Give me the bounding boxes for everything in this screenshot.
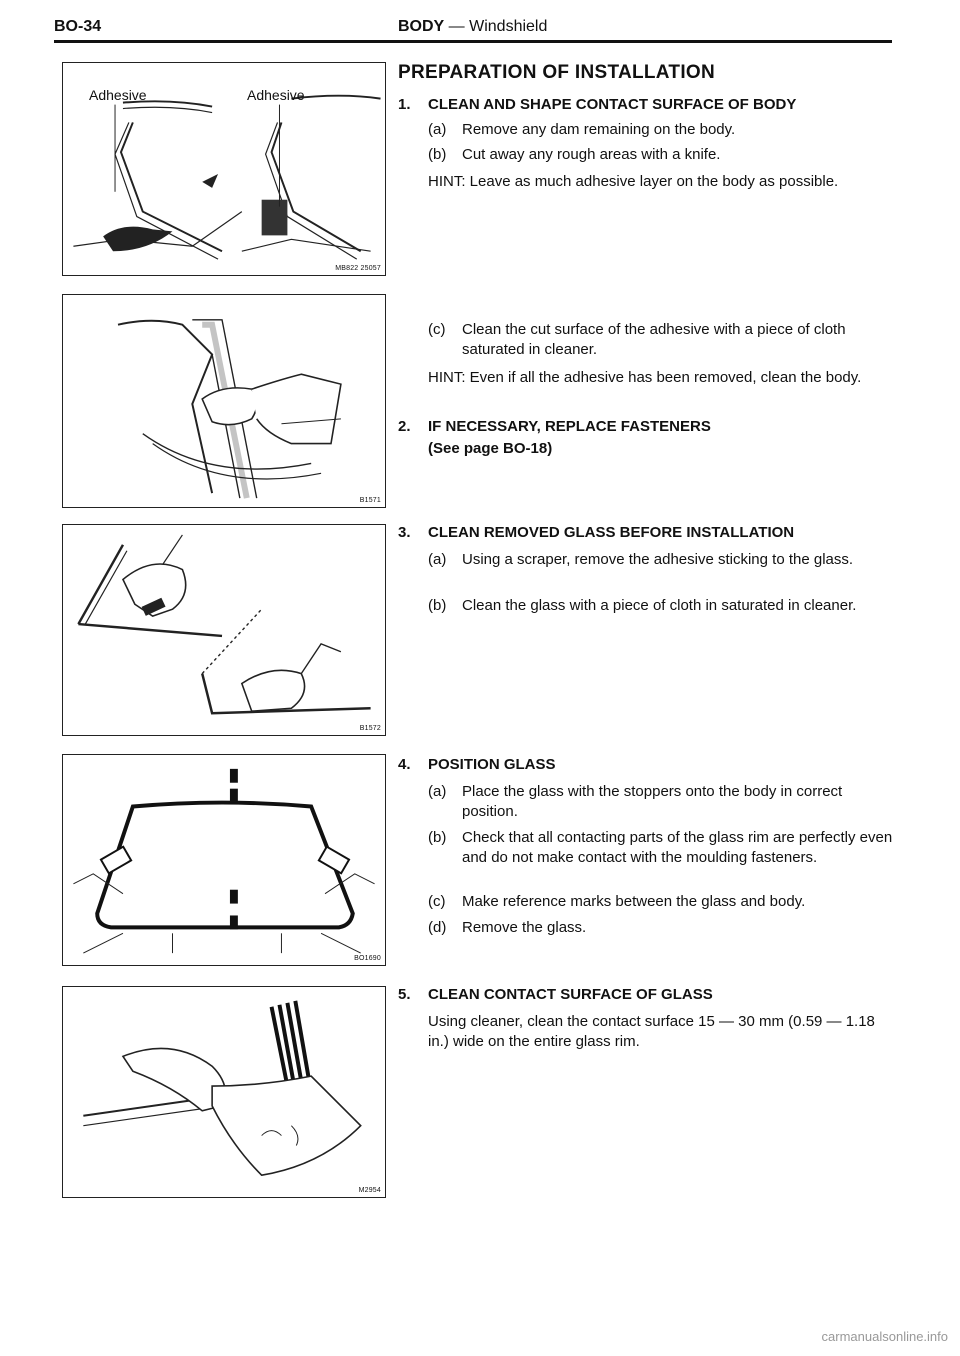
step-4c <box>428 892 896 912</box>
footer-watermark: carmanualsonline.info <box>821 1329 948 1344</box>
figure-code: B1572 <box>359 725 381 732</box>
step-4-heading <box>398 756 556 773</box>
label-adhesive-left: Adhesive <box>89 87 147 103</box>
sub-text: Check that all contacting parts of the glass rim are perfectly even and do not make contact with the moulding fasteners. <box>462 829 893 866</box>
page-reference: (See page BO-18) <box>428 440 553 457</box>
figure-clean-contact <box>62 986 386 1198</box>
sub-text: Remove any dam remaining on the body. <box>462 121 736 138</box>
step-1a <box>428 120 896 140</box>
step-3a <box>428 550 896 570</box>
step-1-heading <box>398 96 796 113</box>
step-3-heading <box>398 524 794 541</box>
sub-text: Clean the glass with a piece of cloth in saturated in cleaner. <box>462 597 857 614</box>
windshield-illustration <box>63 755 385 965</box>
step-2-heading <box>398 418 711 435</box>
figure-position-glass <box>62 754 386 966</box>
header-separator: — <box>444 18 470 35</box>
step-5-body: Using cleaner, clean the contact surface 15 — 30 mm (0.59 — 1.18 in.) wide on the entire glass rim. <box>428 1013 875 1050</box>
section-title: PREPARATION OF INSTALLATION <box>398 62 716 83</box>
sub-mark: (a) <box>428 783 447 800</box>
step-5-heading <box>398 986 713 1003</box>
figure-code: BO1690 <box>354 955 381 962</box>
hint-1: HINT: Leave as much adhesive layer on the body as possible. <box>428 173 839 190</box>
step-number: 5. <box>398 986 411 1003</box>
clean-body-illustration <box>63 295 385 507</box>
figure-code: MB822 25057 <box>335 265 381 272</box>
sub-mark: (b) <box>428 146 447 163</box>
header-title <box>398 18 547 36</box>
sub-text: Clean the cut surface of the adhesive with a piece of cloth saturated in cleaner. <box>462 321 846 358</box>
step-title: CLEAN AND SHAPE CONTACT SURFACE OF BODY <box>428 96 797 113</box>
hint-2: HINT: Even if all the adhesive has been removed, clean the body. <box>428 369 862 386</box>
sub-mark: (b) <box>428 597 447 614</box>
step-number: 3. <box>398 524 411 541</box>
sub-text: Cut away any rough areas with a knife. <box>462 146 721 163</box>
clean-glass-illustration <box>63 525 385 735</box>
figure-code: M2954 <box>358 1187 381 1194</box>
sub-mark: (d) <box>428 919 447 936</box>
step-4b <box>428 828 896 868</box>
step-1c <box>428 320 896 360</box>
step-1b <box>428 145 896 165</box>
step-title: POSITION GLASS <box>428 756 556 773</box>
step-title: CLEAN REMOVED GLASS BEFORE INSTALLATION <box>428 524 795 541</box>
step-number: 2. <box>398 418 411 435</box>
sub-text: Place the glass with the stoppers onto the body in correct position. <box>462 783 843 820</box>
step-4a <box>428 782 896 822</box>
label-adhesive-right: Adhesive <box>247 87 305 103</box>
figure-clean-body <box>62 294 386 508</box>
sub-text: Remove the glass. <box>462 919 587 936</box>
sub-mark: (b) <box>428 829 447 846</box>
figure-adhesive-removal <box>62 62 386 276</box>
step-2-reference <box>428 440 552 457</box>
step-number: 4. <box>398 756 411 773</box>
clean-contact-illustration <box>63 987 385 1197</box>
step-4d <box>428 918 896 938</box>
sub-text: Using a scraper, remove the adhesive sticking to the glass. <box>462 551 854 568</box>
sub-mark: (a) <box>428 121 447 138</box>
header-topic: Windshield <box>469 18 548 35</box>
figure-code: B1571 <box>359 497 381 504</box>
sub-mark: (c) <box>428 321 446 338</box>
step-3b <box>428 596 896 616</box>
step-title: IF NECESSARY, REPLACE FASTENERS <box>428 418 711 435</box>
figure-clean-glass <box>62 524 386 736</box>
sub-text: Make reference marks between the glass and body. <box>462 893 806 910</box>
header-rule <box>54 40 892 43</box>
header-section: BODY <box>398 18 445 35</box>
sub-mark: (a) <box>428 551 447 568</box>
step-number: 1. <box>398 96 411 113</box>
page-number: BO-34 <box>54 18 102 35</box>
step-title: CLEAN CONTACT SURFACE OF GLASS <box>428 986 713 1003</box>
sub-mark: (c) <box>428 893 446 910</box>
